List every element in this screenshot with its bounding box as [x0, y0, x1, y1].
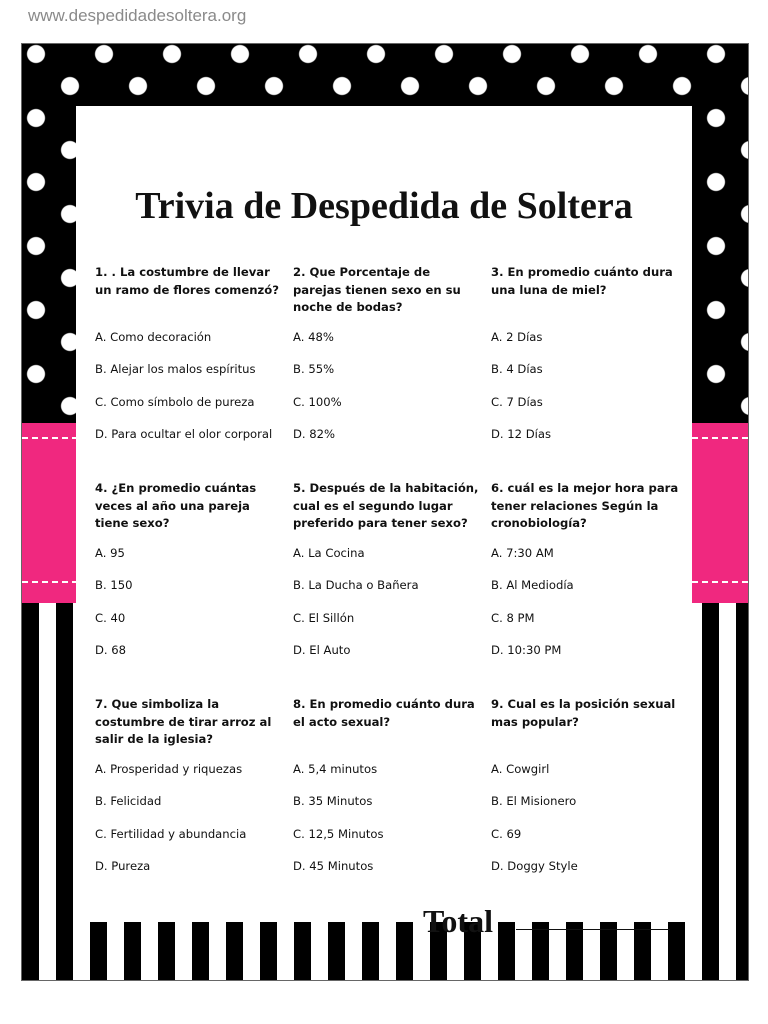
answer-option: B. Felicidad [95, 794, 162, 809]
answer-option: D. 45 Minutos [293, 858, 374, 873]
answer-option: D. 10:30 PM [491, 642, 562, 657]
question-text: 2. Que Porcentaje de parejas tienen sexo en su noche de bodas? [293, 265, 461, 314]
question-row-3 [95, 696, 689, 912]
question-3 [491, 264, 679, 457]
answer-option: C. 69 [491, 826, 522, 841]
question-text: 3. En promedio cuánto dura una luna de miel? [491, 265, 673, 297]
question-text: 6. cuál es la mejor hora para tener relaciones Según la cronobiología? [491, 481, 679, 530]
question-text: 1. . La costumbre de llevar un ramo de flores comenzó? [95, 265, 279, 297]
answer-option: B. 55% [293, 362, 335, 377]
total-answer-line [516, 929, 670, 930]
question-text: 9. Cual es la posición sexual mas popular? [491, 697, 676, 729]
answer-option: D. El Auto [293, 642, 351, 657]
answer-option: A. 5,4 minutos [293, 762, 378, 776]
answer-option: A. 7:30 AM [491, 546, 554, 560]
questions-grid [95, 264, 689, 912]
site-url: www.despedidadesoltera.org [28, 6, 247, 25]
total-label: Total [423, 903, 493, 939]
answer-option: C. 7 Días [491, 394, 543, 409]
answer-option: B. Alejar los malos espíritus [95, 362, 256, 377]
answer-option: A. La Cocina [293, 546, 365, 560]
answer-option: B. Al Mediodía [491, 578, 574, 593]
answer-option: C. Fertilidad y abundancia [95, 826, 247, 841]
answer-option: A. Cowgirl [491, 762, 550, 776]
answer-option: C. El Sillón [293, 610, 355, 625]
answer-option: D. Para ocultar el olor corporal [95, 426, 273, 441]
answer-option: C. 12,5 Minutos [293, 826, 384, 841]
answer-option: B. 4 Días [491, 362, 543, 377]
question-4 [95, 480, 283, 673]
answer-option: C. Como símbolo de pureza [95, 394, 255, 409]
answer-option: B. 150 [95, 578, 133, 593]
question-6 [491, 480, 679, 673]
answer-option: D. Doggy Style [491, 858, 578, 873]
question-8 [293, 696, 481, 889]
question-1 [95, 264, 283, 457]
answer-option: D. 68 [95, 642, 127, 657]
answer-option: A. 2 Días [491, 330, 543, 344]
question-7 [95, 696, 283, 889]
answer-option: C. 100% [293, 394, 342, 409]
answer-option: A. 48% [293, 330, 334, 344]
answer-option: A. 95 [95, 546, 125, 560]
question-text: 5. Después de la habitación, cual es el segundo lugar preferido para tener sexo? [293, 481, 479, 530]
question-text: 7. Que simboliza la costumbre de tirar arroz al salir de la iglesia? [95, 697, 272, 746]
answer-option: D. 12 Días [491, 426, 552, 441]
question-text: 4. ¿En promedio cuántas veces al año una pareja tiene sexo? [95, 481, 257, 530]
question-row-1 [95, 264, 689, 480]
answer-option: A. Como decoración [95, 330, 212, 344]
answer-option: B. 35 Minutos [293, 794, 373, 809]
page-title: Trivia de Despedida de Soltera [135, 185, 633, 227]
trivia-card [76, 106, 692, 939]
answer-option: B. El Misionero [491, 794, 577, 809]
answer-option: A. Prosperidad y riquezas [95, 762, 243, 776]
question-2 [293, 264, 481, 457]
decorative-frame [22, 44, 748, 980]
answer-option: B. La Ducha o Bañera [293, 578, 419, 593]
question-row-2 [95, 480, 689, 696]
answer-option: C. 8 PM [491, 610, 535, 625]
answer-option: D. Pureza [95, 858, 151, 873]
answer-option: D. 82% [293, 426, 336, 441]
question-text: 8. En promedio cuánto dura el acto sexual? [293, 697, 475, 729]
question-9 [491, 696, 679, 889]
answer-option: C. 40 [95, 610, 126, 625]
question-5 [293, 480, 481, 673]
